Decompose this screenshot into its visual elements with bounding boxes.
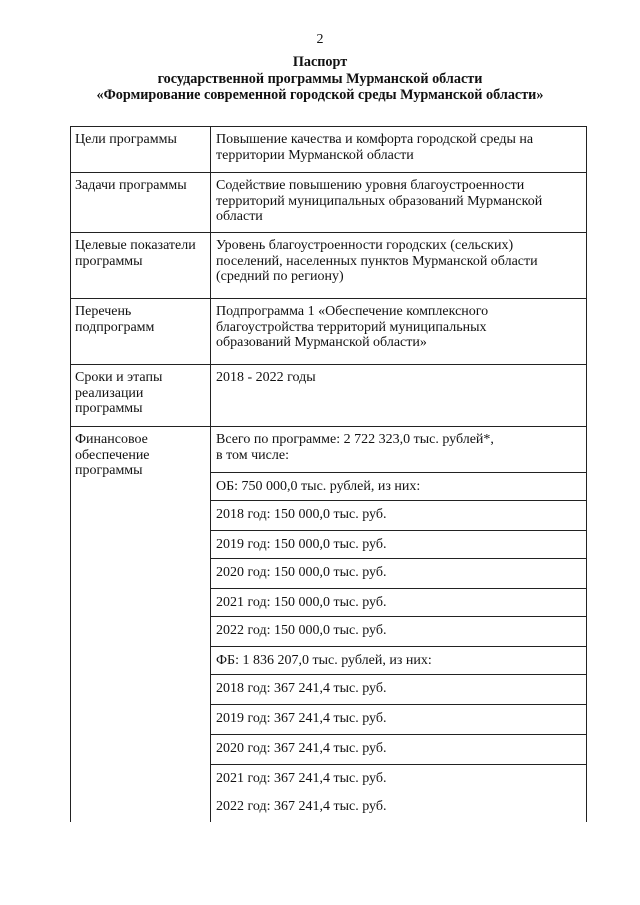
row-value-line: Повышение качества и комфорта городской среды на bbox=[216, 132, 534, 147]
row-value bbox=[216, 132, 533, 163]
finance-row-divider bbox=[210, 646, 587, 647]
finance-label-line: обеспечение bbox=[75, 447, 150, 463]
row-label-line: программы bbox=[75, 253, 143, 269]
row-label bbox=[75, 238, 196, 269]
title-line-1: Паспорт bbox=[292, 54, 348, 70]
row-value bbox=[216, 370, 316, 386]
row-label-line: Перечень bbox=[75, 304, 132, 319]
finance-item: ОБ: 750 000,0 тыс. рублей, из них: bbox=[216, 479, 421, 494]
finance-total-line: Всего по программе: 2 722 323,0 тыс. рублей*, bbox=[216, 432, 494, 447]
row-value-line: 2018 - 2022 годы bbox=[216, 370, 316, 385]
finance-label bbox=[75, 432, 150, 479]
finance-item: ФБ: 1 836 207,0 тыс. рублей, из них: bbox=[216, 653, 432, 668]
row-label-line: Задачи программы bbox=[75, 178, 187, 193]
finance-item: 2018 год: 150 000,0 тыс. руб. bbox=[216, 507, 387, 522]
row-value-line: Подпрограмма 1 «Обеспечение комплексного bbox=[216, 304, 489, 319]
row-label-line: Сроки и этапы bbox=[75, 370, 163, 385]
title-line-2: государственной программы Мурманской области bbox=[157, 70, 483, 87]
finance-row-divider bbox=[210, 704, 587, 705]
finance-row-divider bbox=[210, 616, 587, 617]
row-label bbox=[75, 304, 154, 335]
finance-item: 2020 год: 367 241,4 тыс. руб. bbox=[216, 741, 387, 756]
finance-total bbox=[216, 432, 494, 463]
finance-item: 2019 год: 367 241,4 тыс. руб. bbox=[216, 711, 387, 726]
row-label bbox=[75, 132, 177, 148]
row-label-line: реализации bbox=[75, 385, 144, 401]
row-label bbox=[75, 370, 162, 417]
row-label-line: программы bbox=[75, 401, 143, 416]
table-border-right bbox=[586, 126, 587, 822]
table-border-left bbox=[70, 126, 71, 822]
row-value bbox=[216, 178, 542, 225]
row-divider bbox=[70, 232, 587, 233]
finance-item: 2022 год: 150 000,0 тыс. руб. bbox=[216, 623, 387, 638]
finance-item: 2022 год: 367 241,4 тыс. руб. bbox=[216, 799, 387, 814]
row-value-line: благоустройства территорий муниципальных bbox=[216, 319, 487, 335]
row-label-line: Целевые показатели bbox=[75, 238, 196, 253]
finance-row-divider bbox=[210, 500, 587, 501]
finance-row-divider bbox=[210, 674, 587, 675]
row-value bbox=[216, 238, 538, 285]
finance-row-divider bbox=[210, 472, 587, 473]
finance-item: 2021 год: 150 000,0 тыс. руб. bbox=[216, 595, 387, 610]
finance-total-line: в том числе: bbox=[216, 447, 289, 463]
row-divider bbox=[70, 364, 587, 365]
row-value-line: территории Мурманской области bbox=[216, 147, 414, 163]
title-line-3: «Формирование современной городской среды Мурманской области» bbox=[96, 87, 544, 103]
row-label-line: подпрограмм bbox=[75, 319, 155, 335]
row-value-line: (средний по региону) bbox=[216, 269, 344, 284]
page-number: 2 bbox=[316, 32, 324, 47]
finance-item: 2020 год: 150 000,0 тыс. руб. bbox=[216, 565, 387, 580]
row-value-line: Уровень благоустроенности городских (сельских) bbox=[216, 238, 514, 253]
finance-item: 2019 год: 150 000,0 тыс. руб. bbox=[216, 537, 387, 552]
row-label bbox=[75, 178, 187, 194]
finance-row-divider bbox=[210, 530, 587, 531]
row-divider bbox=[70, 126, 587, 127]
row-label-line: Цели программы bbox=[75, 132, 177, 147]
row-value bbox=[216, 304, 488, 351]
finance-row-divider bbox=[210, 588, 587, 589]
row-value-line: Содействие повышению уровня благоустроенности bbox=[216, 178, 525, 193]
finance-item: 2021 год: 367 241,4 тыс. руб. bbox=[216, 771, 387, 786]
finance-row-divider bbox=[210, 734, 587, 735]
row-divider bbox=[70, 426, 587, 427]
row-value-line: области bbox=[216, 209, 263, 224]
row-divider bbox=[70, 172, 587, 173]
row-value-line: образований Мурманской области» bbox=[216, 335, 427, 350]
finance-label-line: Финансовое bbox=[75, 432, 148, 447]
row-value-line: территорий муниципальных образований Мурманской bbox=[216, 193, 543, 209]
finance-row-divider bbox=[210, 764, 587, 765]
finance-item: 2018 год: 367 241,4 тыс. руб. bbox=[216, 681, 387, 696]
finance-row-divider bbox=[210, 558, 587, 559]
row-value-line: поселений, населенных пунктов Мурманской области bbox=[216, 253, 538, 269]
table-border-middle bbox=[210, 126, 211, 822]
row-divider bbox=[70, 298, 587, 299]
finance-label-line: программы bbox=[75, 463, 143, 478]
